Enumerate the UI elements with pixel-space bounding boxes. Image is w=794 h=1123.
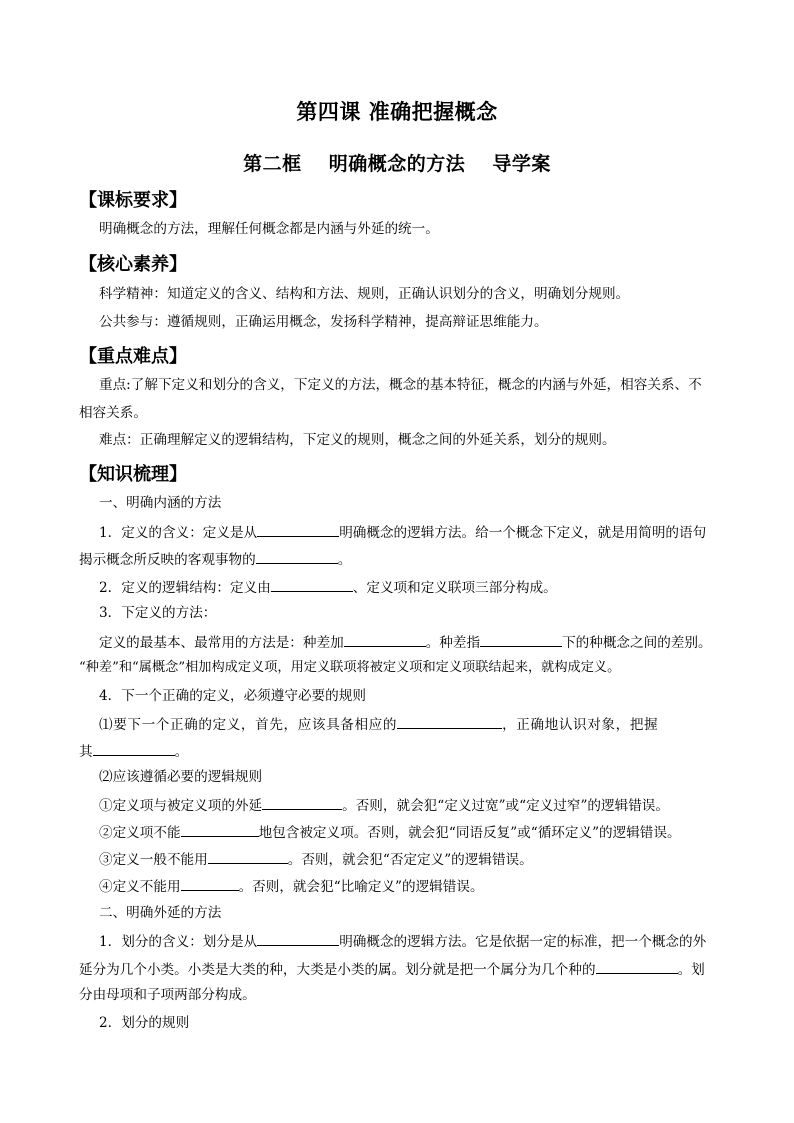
sub-title-part-a: 第二框 bbox=[243, 153, 302, 175]
literacy-text-1: 科学精神：知道定义的含义、结构和方法、规则，正确认识划分的含义，明确划分规则。 bbox=[99, 286, 630, 302]
section-heading-key-points: 【重点难点】 bbox=[79, 346, 187, 367]
section-heading-curriculum: 【课标要求】 bbox=[79, 190, 187, 211]
division-meaning-line-end: 分由母项和子项两部分构成。 bbox=[79, 987, 256, 1003]
definition-rule-1-cont: 其 。 bbox=[79, 741, 188, 761]
fill-blank[interactable] bbox=[596, 959, 678, 974]
definition-method-line: 定义的最基本、最常用的方法是：种差加 。种差指 下的种概念之间的差别。 bbox=[99, 632, 712, 652]
fill-blank[interactable] bbox=[257, 522, 339, 537]
division-meaning-line-cont: 延分为几个小类。小类是大类的种，大类是小类的属。划分就是把一个属分为几个种的 。划 bbox=[79, 959, 705, 979]
logic-rule-4: ④定义不能用 。否则，就会犯“比喻定义”的逻辑错误。 bbox=[99, 876, 484, 896]
sub-title bbox=[0, 149, 794, 176]
section-heading-knowledge: 【知识梳理】 bbox=[79, 464, 187, 485]
definition-method-note: “种差”和“属概念”相加构成定义项，用定义联项将被定义项和定义项联结起来，就构成定义。 bbox=[79, 660, 621, 675]
section-heading-literacy: 【核心素养】 bbox=[79, 254, 187, 275]
division-rules-title: 2．划分的规则 bbox=[99, 1015, 190, 1031]
definition-meaning-line: 1．定义的含义：定义是从 明确概念的逻辑方法。给一个概念下定义，就是用简明的语句 bbox=[99, 522, 706, 542]
key-points-text: 重点:了解下定义和划分的含义，下定义的方法，概念的基本特征，概念的内涵与外延，相容关系、不 bbox=[99, 377, 702, 393]
definition-rule-2: ⑵应该遵循必要的逻辑规则 bbox=[99, 769, 263, 785]
definition-rules-title: 4．下一个正确的定义，必须遵守必要的规则 bbox=[99, 688, 366, 704]
fill-blank[interactable] bbox=[256, 549, 338, 564]
fill-blank[interactable] bbox=[271, 577, 353, 592]
subsection-intension: 一、明确内涵的方法 bbox=[99, 495, 222, 511]
fill-blank[interactable] bbox=[181, 876, 239, 891]
literacy-text-2: 公共参与：遵循规则，正确运用概念，发扬科学精神，提高辩证思维能力。 bbox=[99, 314, 548, 330]
subsection-extension: 二、明确外延的方法 bbox=[99, 905, 222, 921]
curriculum-text: 明确概念的方法，理解任何概念都是内涵与外延的统一。 bbox=[99, 221, 439, 237]
fill-blank[interactable] bbox=[181, 822, 259, 837]
fill-blank[interactable] bbox=[93, 741, 175, 756]
sub-title-part-c: 导学案 bbox=[492, 153, 551, 175]
definition-meaning-line-cont: 揭示概念所反映的客观事物的 。 bbox=[79, 549, 351, 569]
fill-blank[interactable] bbox=[262, 795, 342, 810]
fill-blank[interactable] bbox=[480, 632, 562, 647]
definition-method-title: 3．下定义的方法： bbox=[99, 605, 217, 621]
logic-rule-3: ③定义一般不能用 。否则，就会犯“否定定义”的逻辑错误。 bbox=[99, 849, 533, 869]
logic-rule-1: ①定义项与被定义项的外延 。否则，就会犯“定义过宽”或“定义过窄”的逻辑错误。 bbox=[99, 795, 669, 815]
fill-blank[interactable] bbox=[344, 632, 426, 647]
definition-rule-1: ⑴要下一个正确的定义，首先，应该具备相应的 ，正确地认识对象，把握 bbox=[99, 714, 658, 734]
difficulty-text: 难点：正确理解定义的逻辑结构，下定义的规则，概念之间的外延关系，划分的规则。 bbox=[99, 432, 616, 448]
key-points-text-cont: 相容关系。 bbox=[79, 405, 147, 421]
sub-title-part-b: 明确概念的方法 bbox=[328, 153, 466, 175]
fill-blank[interactable] bbox=[397, 714, 502, 729]
definition-structure-line: 2．定义的逻辑结构：定义由 、定义项和定义联项三部分构成。 bbox=[99, 577, 557, 597]
lesson-title: 第四课 准确把握概念 bbox=[296, 99, 498, 124]
logic-rule-2: ②定义项不能 地包含被定义项。否则，就会犯“同语反复”或“循环定义”的逻辑错误。 bbox=[99, 822, 681, 842]
fill-blank[interactable] bbox=[257, 931, 339, 946]
fill-blank[interactable] bbox=[208, 849, 288, 864]
division-meaning-line: 1．划分的含义：划分是从 明确概念的逻辑方法。它是依据一定的标准，把一个概念的外 bbox=[99, 931, 706, 951]
